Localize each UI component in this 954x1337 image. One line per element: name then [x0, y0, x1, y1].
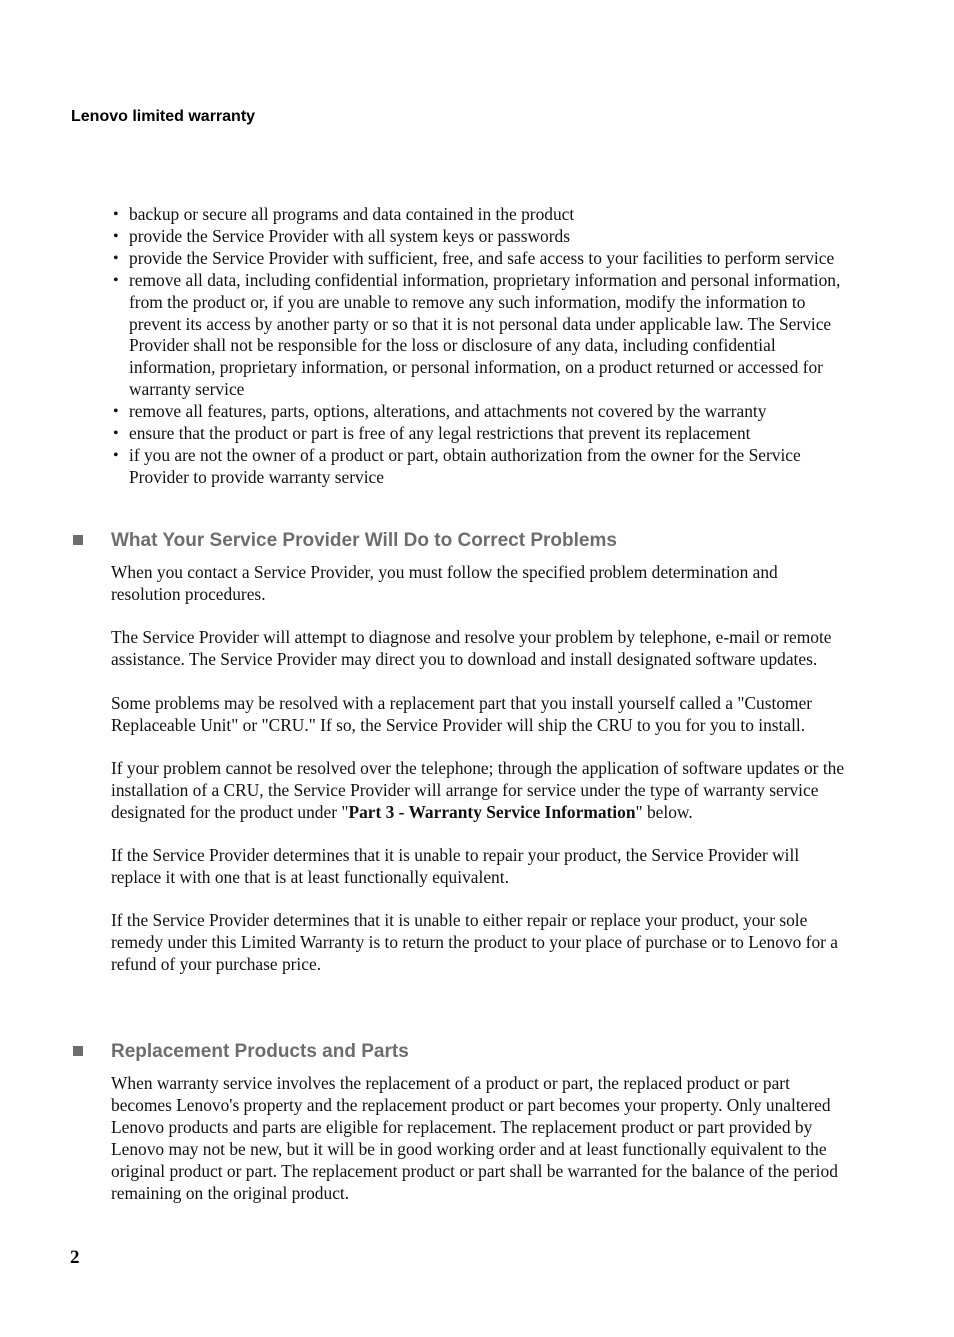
paragraph: When you contact a Service Provider, you must follow the specified problem determination and resolution procedures.	[111, 562, 778, 604]
list-item: • if you are not the owner of a product or part, obtain authorization from the owner for the Service Provider to provide warranty service	[112, 445, 852, 489]
part-reference: Part 3 - Warranty Service Information	[348, 801, 636, 822]
list-item: • provide the Service Provider with sufficient, free, and safe access to your facilities to perform service	[112, 248, 852, 270]
page-number: 2	[70, 1247, 80, 1268]
list-item: • remove all features, parts, options, alterations, and attachments not covered by the warranty	[112, 401, 852, 423]
paragraph	[111, 758, 851, 824]
list-item: • backup or secure all programs and data contained in the product	[112, 204, 852, 226]
paragraph: The Service Provider will attempt to diagnose and resolve your problem by telephone, e-mail or remote assistance. The Service Provider may direct you to download and install designated software updates.	[111, 627, 832, 670]
list-item: • remove all data, including confidential information, proprietary information and personal information, from the product or, if you are unable to remove any such information, modify the information to prevent its access by another party or so that it is not personal data under applicable law. The Service Provider shall not be responsible for the loss or disclosure of any data, including confidential information, proprietary information, or personal information, on a product returned or accessed for warranty service	[112, 270, 852, 401]
section-heading-text: Replacement Products and Parts	[111, 1041, 409, 1062]
paragraph: When warranty service involves the replacement of a product or part, the replaced product or part becomes Lenovo's property and the replacement product or part becomes your property. Only unaltered Lenovo products and parts are eligible for replacement. The replacement product or part provided by Lenovo may not be new, but it will be in good working order and at least functionally equivalent to the original product or part. The replacement product or part shall be warranted for the balance of the period remaining on the original product.	[111, 1073, 838, 1203]
list-item: • ensure that the product or part is free of any legal restrictions that prevent its replacement	[112, 423, 852, 445]
paragraph: If the Service Provider determines that it is unable to repair your product, the Service Provider will replace it with one that is at least functionally equivalent.	[111, 845, 800, 888]
square-bullet-icon	[73, 1046, 83, 1056]
section-heading-text: What Your Service Provider Will Do to Correct Problems	[111, 530, 617, 551]
list-item: • provide the Service Provider with all system keys or passwords	[112, 226, 852, 248]
section-body-replacement-parts	[111, 1073, 851, 1226]
paragraph-text: " below.	[635, 801, 693, 822]
requirements-bullet-list	[112, 204, 852, 489]
paragraph-text: If your problem cannot be resolved over the telephone; through the application of software updates or the installation of a CRU, the Service Provider will arrange for service under the type of warranty service designated for the product under "	[111, 757, 845, 822]
running-header: Lenovo limited warranty	[71, 108, 256, 125]
section-body-correct-problems	[111, 562, 851, 998]
paragraph: Some problems may be resolved with a replacement part that you install yourself called a "Customer Replaceable Unit" or "CRU." If so, the Service Provider will ship the CRU to you for you to install.	[111, 692, 813, 735]
square-bullet-icon	[73, 535, 83, 545]
paragraph: If the Service Provider determines that it is unable to either repair or replace your product, your sole remedy under this Limited Warranty is to return the product to your place of purchase or to Lenovo for a refund of your purchase price.	[111, 910, 839, 975]
